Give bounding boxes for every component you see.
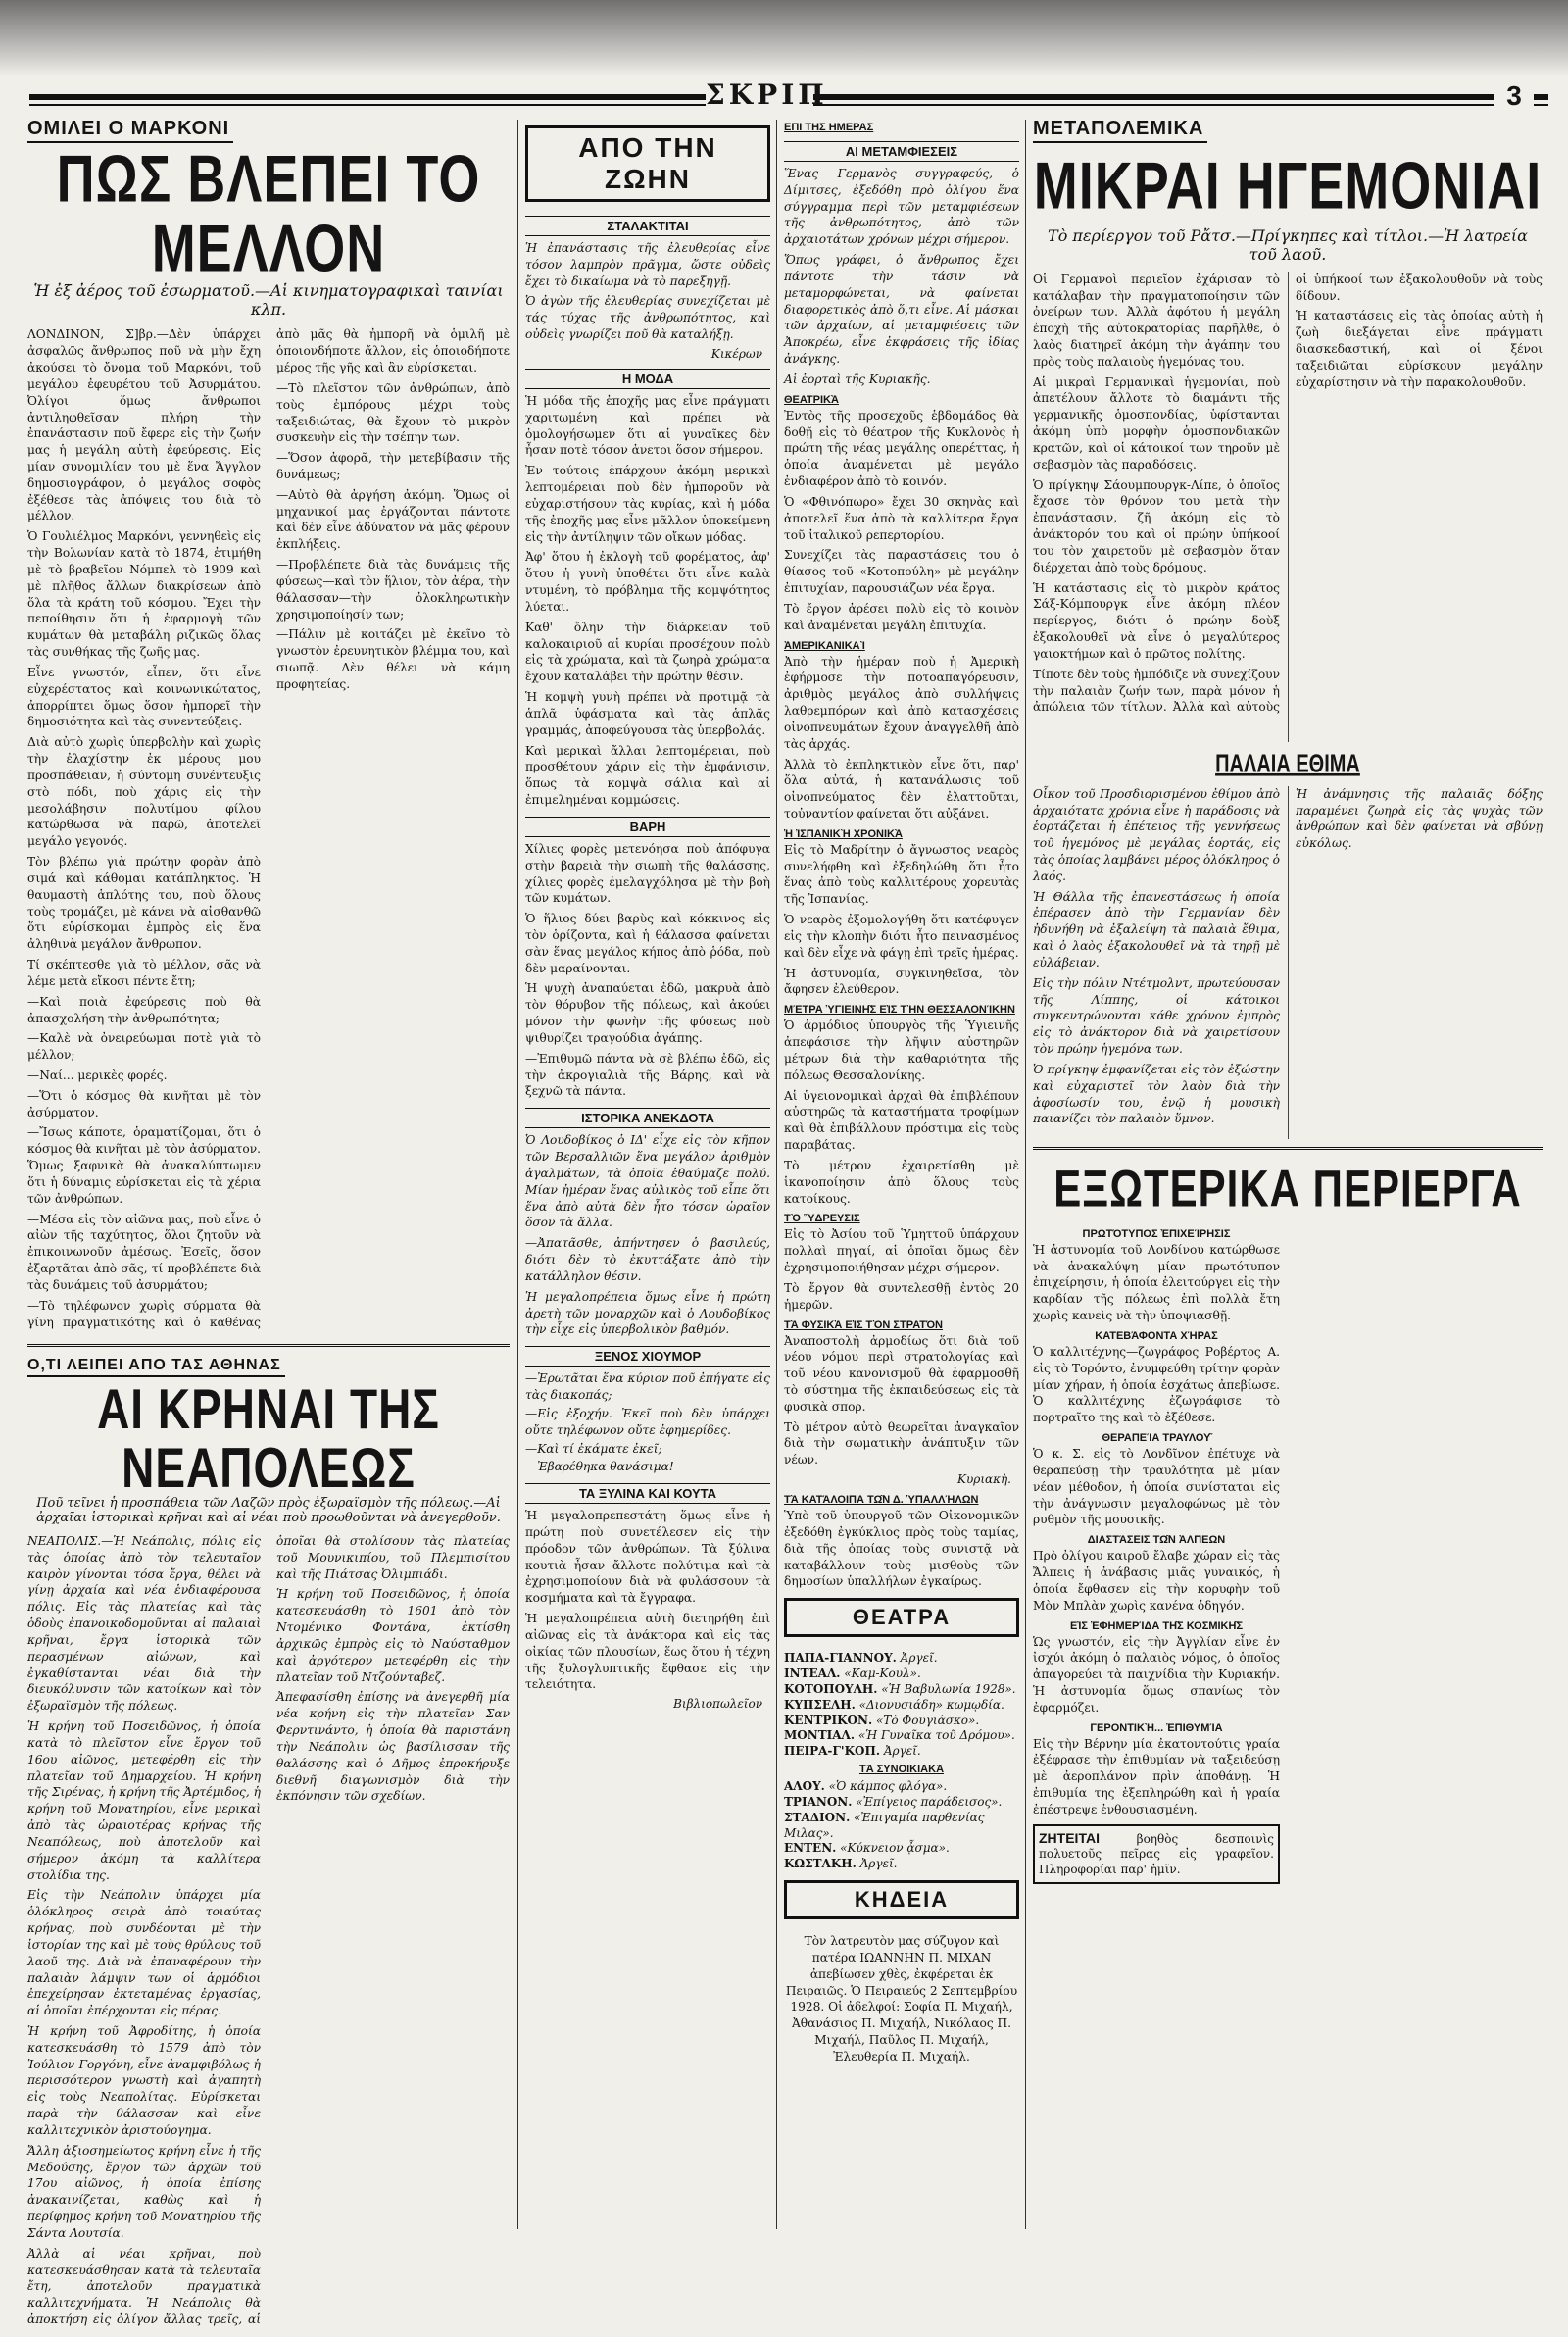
theatre-title: ΘΕΑΤΡΑ	[784, 1598, 1019, 1637]
list-item	[1033, 1228, 1280, 1324]
author-signature: Κυριακὴ.	[957, 1472, 1011, 1487]
paragraph: Ὑπὸ τοῦ ὑπουργοῦ τῶν Οἰκονομικῶν ἐξεδόθη ἐγκύκλιος πρὸς τοὺς ταμίας, διὰ τῆς ὁποίας τοὺς συνιστᾷ νὰ καταβάλλουν τοὺς μισθοὺς τῶν δημοσίων ὑπαλλήλων ἐγκαίρως.	[784, 1509, 1019, 1589]
cinema-name: ΤΡΙΑΝΟΝ.	[784, 1794, 853, 1809]
article-officials	[784, 1508, 1019, 1590]
paragraph: Ἀναποστολὴ ἀρμοδίως ὅτι διὰ τοῦ νέου νόμου περὶ στρατολογίας καὶ τοῦ νέου κανονισμοῦ θὰ ἐφαρμοσθῆ τὸ σύστημα τῆς ἐκπαιδεύσεως εἰς τὰ φυσικὰ σπορ.	[784, 1333, 1019, 1414]
paragraph: —Πάλιν μὲ κοιτάζει μὲ ἐκεῖνο τὸ γνωστὸν ἐρευνητικὸν βλέμμα του, καὶ σιωπᾷ. Δὲν θέλει νὰ κάμη προφητείας.	[276, 627, 510, 691]
paragraph: Ἡ ἀστυνομία, συγκινηθεῖσα, τὸν ἄφησεν ἐλεύθερον.	[784, 966, 1019, 997]
paragraph: Ἡ κρήνη τοῦ Ποσειδῶνος, ἡ ὁποία κατεσκευάσθη τὸ 1601 ἀπὸ τὸν Ντομένικο Φοντάνα, ἐκτίσθη ἀρχικῶς ἐμπρὸς εἰς τὸ Ναύσταθμον καὶ ἀργότερον μετεφέρθη εἰς τὴν πλατεῖαν τοῦ Ντζούνταβεζ.	[276, 1587, 510, 1684]
cinema-film: «Ἐπίγειος παράδεισος».	[856, 1794, 1003, 1809]
list-item	[784, 1651, 1019, 1666]
theatre-listings	[784, 1651, 1019, 1760]
paragraph: Ἡ ἀνάμνησις τῆς παλαιᾶς δόξης παραμένει ζωηρὰ εἰς τὰς ψυχὰς τῶν ἀνθρώπων καὶ δὲν φαίνεται νὰ σβύνῃ εὐκόλως.	[1296, 786, 1543, 851]
paragraph: Ὁ ἥλιος δύει βαρὺς καὶ κόκκινος εἰς τὸν ὁρίζοντα, καὶ ἡ θάλασσα φαίνεται σὰν ἕνας μεγάλος κήπος ἀπὸ ῥόδα, ποὺ δὲν μαραίνονται.	[525, 912, 770, 975]
list-item	[784, 1841, 1019, 1857]
column-rule	[776, 120, 777, 2229]
list-item	[1033, 1534, 1280, 1614]
rubric-day: ΕΠΙ ΤΗΣ ΗΜΕΡΑΣ	[784, 122, 874, 133]
paragraph: Ὅπως γράφει, ὁ ἄνθρωπος ἔχει πάντοτε τὴν τάσιν νὰ μεταμορφώνεται, νὰ φαίνεται διαφορετικὸς ἀπὸ ὅ,τι εἶνε. Αἱ μάσκαι τῶν ἀρχαίων, αἱ μεταμφιέσεις τῶν Ἀποκρέω, εἶνε ἐκφράσεις τῆς ἰδίας ἀνάγκης.	[784, 253, 1019, 367]
paragraph: Οἱ Γερμανοὶ περιεῖον ἐχάρισαν τὸ κατάλαβαν τὴν πραγματοποίησιν τῶν ὀνείρων των. Ἀλλὰ ἀφότου ἡ μεγάλη ἐποχὴ τῆς αὐτοκρατορίας παρῆλθε, ὁ λαὸς διατηρεῖ ἀκόμη τὴν ἀγάπην του πρὸς τοὺς παλαιοὺς ἡγεμόνας του.	[1033, 272, 1280, 369]
article-army	[784, 1333, 1019, 1487]
paragraph: Ὁ πρίγκηψ Σάουμπουργκ-Λίπε, ὁ ὁποῖος ἔχασε τὸν θρόνον του μετὰ τὴν ἐπανάστασιν, ζῆ ἀκόμη εἰς τὸ ἀνάκτορόν του καὶ οἱ πρώην ὑπήκοοί του τὸν χαιρετοῦν μὲ σεβασμὸν ὅταν διέρχεται ἀπὸ τοὺς δρόμους.	[1033, 477, 1280, 574]
paragraph: Πρὸ ὀλίγου καιροῦ ἔλαβε χώραν εἰς τὰς Ἄλπεις ἡ ἀνάβασις μιᾶς γυναικός, ἡ ὁποία ἔφθασεν εἰς τὴν κορυφὴν τοῦ Μὸν Μπλὰν χωρὶς κανένα ὁδηγόν.	[1033, 1549, 1280, 1613]
paragraph: Εἰς τὴν πόλιν Ντέτμολντ, πρωτεύουσαν τῆς Λίππης, οἱ κάτοικοι συγκεντρώνονται κάθε χρόνον ἐμπρὸς εἰς τὸ ἀνάκτορον διὰ νὰ χαιρετίσουν τὸν πρώην ἡγεμόνα των.	[1033, 975, 1280, 1057]
author-signature: Κικέρων	[710, 346, 762, 361]
paragraph: —Ἐρωτᾶται ἕνα κύριον ποῦ ἐπήγατε εἰς τὰς διακοπάς;	[525, 1371, 770, 1403]
heading-vari: ΒΑΡΗ	[525, 817, 770, 837]
paragraph: Ὁ Γουλιέλμος Μαρκόνι, γεννηθεὶς εἰς τὴν Βολωνίαν κατὰ τὸ 1874, ἐτιμήθη μὲ τὸ βραβεῖον Νόμπελ τὸ 1909 καὶ μὲ πλῆθος ἄλλων διακρίσεων ἀπὸ ὅλα τὰ κράτη τοῦ κόσμου. Ἔχει τὴν πεποίθησιν ὅτι ἡ ἐφαρμογὴ τῶν κυμάτων θὰ μεταβάλη ριζικῶς ὅλας τὰς συνθήκας τῆς ζωῆς μας.	[27, 529, 261, 660]
curio-heading: ΘΕΡΑΠΕΊΑ ΤΡΑΥΛΟΥ͂	[1102, 1432, 1211, 1445]
heading-humor: ΞΕΝΟΣ ΧΙΟΥΜΟΡ	[525, 1346, 770, 1367]
rubric-hygiene: ΜΈΤΡΑ ὙΓΙΕΙΝΗ͂Σ ΕἸΣ ΤῊΝ ΘΕΣΣΑΛΟΝΊΚΗΝ	[784, 1004, 1015, 1017]
list-item	[784, 1714, 1019, 1729]
article-water	[784, 1226, 1019, 1313]
cinema-listings	[784, 1779, 1019, 1872]
heading-moda: Η ΜΟΔΑ	[525, 369, 770, 389]
paragraph: Ὁ «Φθινόπωρο» ἔχει 30 σκηνὰς καὶ ἀποτελεῖ ἕνα ἀπὸ τὰ καλλίτερα ἔργα τοῦ ἰταλικοῦ ρεπερτορίου.	[784, 494, 1019, 542]
paragraph: Εἰς τὸ Μαδρίτην ὁ ἄγνωστος νεαρὸς συνελήφθη καὶ ἐξεδηλώθη ὅτι ἦτο ἕνας ἀπὸ τοὺς καλλιτέρους χορευτὰς τῆς Ἰσπανίας.	[784, 842, 1019, 907]
paragraph: Ἀφ' ὅτου ἡ ἐκλογὴ τοῦ φορέματος, ἀφ' ὅτου ἡ γυνὴ ὑποθέτει ὅτι εἶνε καλὰ ντυμένη, τὸ πρόβλημα τῆς κομψότητος λύεται.	[525, 550, 770, 614]
kicker-marconi: ΟΜΙΛΕΙ Ο ΜΑΡΚΟΝΙ	[27, 118, 233, 143]
paragraph: Ἀπὸ τὴν ἡμέραν ποὺ ἡ Ἀμερικὴ ἐφήρμοσε τὴν ποτοαπαγόρευσιν, ἀριθμὸς μεγάλος ἀπὸ συλλήψεις λαθρεμπόρων καὶ ἀπὸ κατασχέσεις οἰνοπνευμάτων ἔχουν ἀναγγελθῆ ἀπὸ τὰς ἀρχάς.	[784, 654, 1019, 751]
paragraph: —Καλὲ νὰ ὀνειρεύωμαι ποτὲ γιὰ τὸ μέλλον;	[27, 1031, 261, 1063]
theatre-name: ΚΥΠΣΕΛΗ.	[784, 1697, 856, 1712]
article-marconi	[27, 326, 510, 1336]
paragraph: Ἡ κομψὴ γυνὴ πρέπει νὰ προτιμᾷ τὰ ἁπλᾶ ὑφάσματα καὶ τὰς ἁπλᾶς γραμμάς, ἀποφεύγουσα τὰς ὑπερβολάς.	[525, 690, 770, 737]
paragraph: —Ἀπατᾶσθε, ἀπήντησεν ὁ βασιλεύς, διότι δὲν τὸ ἐκυττάξατε ἀπὸ τὴν κατάλληλον θέσιν.	[525, 1236, 770, 1283]
theatre-play: Ἀργεῖ.	[883, 1744, 921, 1759]
list-item	[784, 1682, 1019, 1698]
cinema-film: «Ὁ κάμπος φλόγα».	[828, 1779, 948, 1794]
paragraph: Ὁ πρίγκηψ ἐμφανίζεται εἰς τὸν ἐξώστην καὶ εὐχαριστεῖ τὸν λαὸν διὰ τὴν ἀφοσίωσίν του, ἐνῷ ἡ μουσικὴ παιανίζει τὸν παλαιὸν ὕμνον.	[1033, 1062, 1280, 1126]
theatre-play: «Καμ-Κουλ».	[844, 1666, 921, 1681]
cinema-film: Ἀργεῖ.	[859, 1857, 898, 1871]
paragraph: Καὶ μερικαὶ ἄλλαι λεπτομέρειαι, ποὺ προσθέτουν χάριν εἰς τὴν ἐμφάνισιν, ὅπως τὰ κομψὰ σάλια καὶ αἱ ἐπιμελημέναι κομμώσεις.	[525, 743, 770, 808]
rubric-water: ΤῸ ὝΔΡΕΥΣΙΣ	[784, 1213, 860, 1225]
curio-heading: ΔΙΑΣΤΆΣΕΙΣ ΤΩ͂Ν ἈΛΠΕΩΝ	[1087, 1534, 1226, 1547]
paragraph: —Τὸ πλεῖστον τῶν ἀνθρώπων, ἀπὸ τοὺς ἐμπόρους μέχρι τοὺς ταξειδιώτας, θὰ ἔχουν τὸ μικρὸν συσκευὴν εἰς τὴν τσέπην των.	[276, 380, 510, 445]
headline-naples: ΑΙ ΚΡΗΝΑΙ ΤΗΣ ΝΕΑΠΟΛΕΩΣ	[97, 1376, 440, 1501]
paragraph: Ἐντὸς τῆς προσεχοῦς ἑβδομάδος θὰ δοθῇ εἰς τὸ θέατρον τῆς Κυκλονὸς ἡ πρώτη τῆς νέας μεγάλης οπερέττας, ἡ ὁποία ἀναμένεται μὲ μεγάλο ἐνδιαφέρον ἀπὸ τὸ κοινόν.	[784, 408, 1019, 489]
rubric-officials: ΤᾺ ΚΑΤΆΛΟΙΠΑ ΤΩ͂Ν Δ. ὙΠΑΛΛΉΛΩΝ	[784, 1494, 979, 1507]
article-naples	[27, 1533, 510, 2337]
paragraph: Εἰς τὴν Βέρνην μία ἐκατοντούτις γραία ἐξέφρασε τὴν ἐπιθυμίαν νὰ ταξειδεύσῃ μὲ ἀεροπλάνον πρὶν ἀποθάνῃ. Ἡ ἐπιθυμία της ἐξεπληρώθη καὶ ἡ γραία ἐπέστρεψε ἐνθουσιασμένη.	[1033, 1736, 1280, 1816]
classified-ad	[1033, 1824, 1280, 1884]
headline-marconi: ΠΩΣ ΒΛΕΠΕΙ ΤΟ ΜΕΛΛΟΝ	[56, 142, 481, 286]
theatre-name: ΜΟΝΤΙΑΛ.	[784, 1728, 856, 1743]
paragraph: Ἀλλὰ αἱ νέαι κρῆναι, ποὺ κατεσκευάσθησαν κατὰ τὰ τελευταῖα ἔτη, ἀποτελοῦν πραγματικὰ καλλιτεχνήματα. Ἡ Νεάπολις θὰ ἀποκτήση εἰς ὀλίγον ἄλλας τρεῖς, αἱ ὁποῖαι θὰ στολίσουν τὰς πλατείας τοῦ Μουνικιπίου, τοῦ Πλεμπισίτου καὶ τῆς Πιάτσας Ὀλιμπιάδι.	[27, 1533, 510, 2327]
heading-old-customs: ΠΑΛΑΙΑ ΕΘΙΜΑ	[1215, 750, 1360, 778]
paragraph: —Ἐπιθυμῶ πάντα νὰ σὲ βλέπω ἐδῶ, εἰς τὴν ἀκρογιαλιὰ τῆς Βάρης, καὶ νὰ ξεχνῶ τὰ πάντα.	[525, 1051, 770, 1099]
paragraph: —Εἰς ἐξοχήν. Ἐκεῖ ποὺ δὲν ὑπάρχει οὔτε τηλέφωνον οὔτε ἐφημερίδες.	[525, 1406, 770, 1437]
theatre-play: «Ἡ Γυναῖκα τοῦ Δρόμου».	[858, 1728, 1015, 1743]
column-apo-tin-zoin	[525, 118, 770, 2231]
paragraph: Τὸ ἔργον θὰ συντελεσθῇ ἐντὸς 20 ἡμερῶν.	[784, 1280, 1019, 1312]
paragraph: Ἐν τούτοις ἐπάρχουν ἀκόμη μερικαὶ λεπτομέρειαι ποὺ δὲν ἠμποροῦν νὰ εὐχαριστήσουν τὰς κυρίας, καὶ ἡ μόδα τῆς ἐποχῆς μας εἶνε μᾶλλον ὑποκείμενη εἰς τὴν ἀντίληψιν τῶν οἴκων μόδας.	[525, 464, 770, 544]
paragraph: Ἡ καταστάσεις εἰς τὰς ὁποίας αὐτὴ ἡ ζωὴ διεξάγεται εἶνε πράγματι διασκεδαστική, καὶ οἱ ξένοι ταξειδιῶται εὑρίσκουν μεγάλην εὐχαρίστησιν νὰ τὴν παρακολουθοῦν.	[1296, 309, 1543, 389]
paragraph: Τὸν βλέπω γιὰ πρώτην φορὰν ἀπὸ σιμά καὶ κάθομαι κατάπληκτος. Ἡ θαυμαστὴ ἁπλότης του, ποὺ ὅλους τοὺς τρομάζει, μὲ κάνει νὰ αἰσθανθῶ ὅτι εὑρίσκομαι ἐμπρὸς εἰς ἕνα ἀληθινὰ μεγάλον ἄνθρωπον.	[27, 855, 261, 952]
paragraph: Ἡ μεγαλοπρέπεια ὅμως εἶνε ἡ πρώτη ἀρετὴ τῶν μοναρχῶν καὶ ὁ Λουδοβίκος τὴν εἶχε εἰς ὑπερβολικὸν βαθμόν.	[525, 1289, 770, 1337]
paragraph: Ἡ κατάστασις εἰς τὸ μικρὸν κράτος Σάξ-Κόμπουργκ εἶνε ἀκόμη πλέον περίεργος, διότι ὁ πρώην δοὺξ ἐξακολουθεῖ νὰ εἶνε ὁ μεγαλύτερος γαιοκτήμων καὶ ὁ πρῶτος πολίτης.	[1033, 580, 1280, 661]
paragraph: Αἱ ἑορταὶ τῆς Κυριακῆς.	[784, 372, 931, 386]
funeral-title: ΚΗΔΕΙΑ	[784, 1880, 1019, 1919]
kicker-naples: Ο,ΤΙ ΛΕΙΠΕΙ ΑΠΟ ΤΑΣ ΑΘΗΝΑΣ	[27, 1357, 285, 1377]
paragraph: Ὁ νεαρὸς ἐξομολογήθη ὅτι κατέφυγεν εἰς τὴν κλοπὴν διότι ἦτο πεινασμένος καὶ δὲν εἶχε νὰ φάγῃ ἐπὶ τρεῖς ἡμέρας.	[784, 913, 1019, 960]
paragraph: Εἰς τὴν Νεάπολιν ὑπάρχει μία ὁλόκληρος σειρὰ ἀπὸ τοιαύτας κρήνας, ποὺ συνδέονται μὲ τὴν ἱστορίαν της καὶ μὲ τοὺς θρύλους τοῦ λαοῦ της. Διὰ νὰ ἐπαναφέρουν τὴν παλαιὰν λάμψιν των οἱ ἁρμόδιοι ἐπεχείρησαν ἐκτεταμένας ἐργασίας, αἱ ὁποῖαι ἐπέρχονται εἰς πέρας.	[27, 1888, 261, 2018]
heading-stalaktitai: ΣΤΑΛΑΚΤΙΤΑΙ	[525, 216, 770, 236]
list-item	[784, 1744, 1019, 1760]
column-news	[784, 118, 1019, 2231]
newspaper-name: ΣΚΡΙΠ	[706, 78, 828, 111]
paragraph: Ἡ κρήνη τοῦ Ἀφροδίτης, ἡ ὁποία κατεσκευάσθη τὸ 1579 ἀπὸ τὸν Ἰούλιον Γοργόνη, εἶνε ἀναμφιβόλως ἡ περισσότερον γνωστὴ καὶ ἀγαπητὴ εἰς τοὺς Νεαπολίτας. Εὑρίσκεται παρὰ τὴν θάλασσαν καὶ εἶνε καλλιτεχνικὸν ἀριστούργημα.	[27, 2023, 261, 2137]
paragraph: Ὁ καλλιτέχνης—ζωγράφος Ροβέρτος Α. εἰς τὸ Τορόντο, ἐνυμφεύθη τρίτην φορὰν μίαν χήραν, ἡ ὁποία ἐσχάτως ἀπεβίωσε. Ὁ καλλιτέχνης ἐζωγράφισε τὸ πορτραῖτο της καὶ τὸ ἐξέθεσε.	[1033, 1344, 1280, 1425]
subhead-marconi: Ἡ ἐξ ἀέρος τοῦ ἐσωρματοῦ.—Αἱ κινηματογραφικαὶ ταινίαι κλπ.	[33, 281, 504, 320]
theatre-play: «Ἡ Βαβυλωνία 1928».	[881, 1681, 1016, 1696]
list-item	[784, 1811, 1019, 1842]
paragraph: —Ὅτι ὁ κόσμος θὰ κινῆται μὲ τὸν ἀσύρματον.	[27, 1088, 261, 1119]
article-disguises	[784, 166, 1019, 388]
theatre-name: ΚΟΤΟΠΟΥΛΗ.	[784, 1681, 878, 1696]
list-item	[784, 1779, 1019, 1795]
paragraph: Ἡ Θάλλα τῆς ἐπανεστάσεως ἡ ὁποία ἐπέρασεν ἀπὸ τὴν Γερμανίαν δὲν ἠδυνήθη νὰ ἐξαλείψη τὰ παλαιὰ ἔθιμα, καὶ ὁ λαὸς ἐξακολουθεῖ νὰ τὰ τηρῇ μὲ εὐλάβειαν.	[1033, 889, 1280, 970]
paragraph: Ἕνας Γερμανὸς συγγραφεύς, ὁ Δίμιτσες, ἐξεδόθη πρὸ ὀλίγου ἕνα σύγγραμμα περὶ τῶν μεταμφιέσεων τῆς ἀνθρωπότητος, ἀπὸ τῶν ἀρχαιοτάτων χρόνων μέχρι σήμερον.	[784, 167, 1019, 247]
paragraph: Αἱ ὑγειονομικαὶ ἀρχαὶ θὰ ἐπιβλέπουν αὐστηρῶς τὰ καταστήματα τροφίμων καὶ θὰ ἐπιβάλλουν πρόστιμα εἰς τοὺς παραβάτας.	[784, 1088, 1019, 1153]
rubric-american: ἈΜΕΡΙΚΑΝΙΚΑῚ	[784, 639, 865, 652]
paragraph: —Τὸ τηλέφωνον χωρὶς σύρματα θὰ γίνη πραγματικότης καὶ ὁ καθένας ἀπὸ μᾶς θὰ ἠμπορῆ νὰ ὁμιλῆ μὲ ὁποιονδήποτε ἄλλον, εἰς ὁποιοδήποτε μέρος τῆς γῆς καὶ ἂν εὑρίσκεται.	[27, 327, 510, 1329]
headline-principalities: ΜΙΚΡΑΙ ΗΓΕΜΟΝΙΑΙ	[1033, 149, 1543, 224]
cinema-name: ΕΝΤΕΝ.	[784, 1841, 837, 1856]
paragraph: Τὸ μέτρον αὐτὸ θεωρεῖται ἀναγκαῖον διὰ τὴν σωματικὴν ἀνάπτυξιν τῶν νέων.	[784, 1419, 1019, 1467]
paragraph: Ἡ ἐπανάστασις τῆς ἐλευθερίας εἶνε τόσον λαμπρὸν πρᾶγμα, ὥστε οὐδεὶς ἔχει τὸ δικαίωμα νὰ τὸ παρεξηγῇ.	[525, 241, 770, 288]
paragraph: Ἀπεφασίσθη ἐπίσης νὰ ἀνεγερθῆ μία νέα κρήνη εἰς τὴν πλατεῖαν Σαν Φερντινάντο, ἡ ὁποία θὰ παριστάνη τὴν Νεάπολιν ὡς βασίλισσαν τῆς θαλάσσης καὶ ὁ Δῆμος ἐπροκήρυξε διεθνῆ διαγωνισμὸν διὰ τὴν ἐκπόνησιν τῶν σχεδίων.	[276, 1690, 510, 1804]
paragraph: Ὁ ἀρμόδιος ὑπουργὸς τῆς Ὑγιεινῆς ἀπεφάσισε τὴν λῆψιν αὐστηρῶν μέτρων διὰ τὴν καθαριότητα τῆς πόλεως Θεσσαλονίκης.	[784, 1019, 1019, 1082]
paragraph: ΛΟΝΔΙΝΟΝ, Σ]βρ.—Δὲν ὑπάρχει ἀσφαλῶς ἄνθρωπος ποῦ νὰ μὴν ἔχη ἀκούσει τὸ ὄνομα τοῦ Μαρκόνι, τοῦ μεγάλου ἐφευρέτου τοῦ Ἀσυρμάτου. Ὀλίγοι ὅμως ἄνθρωποι ἀντιληφθεῖσαν πλήρη τὴν ἐπανάστασιν ποῦ ἔφερε εἰς τὴν ζωήν μας ἡ μεγάλη αὐτὴ ἐφεύρεσις. Εἰς μίαν συνομιλίαν του μὲ ἕνα Ἄγγλον δημοσιογράφον, ὁ μεγάλος σοφὸς ἐξέθεσε τὰς ἀπόψεις του διὰ τὸ μέλλον.	[27, 327, 261, 523]
paragraph: Ὁ κ. Σ. εἰς τὸ Λονδῖνον ἐπέτυχε νὰ θεραπεύσῃ τὴν τραυλότητα μὲ μίαν νέαν μέθοδον, ἡ ὁποία συνίσταται εἰς τὴν ἀνάγνωσιν μεγαλοφώνως μὲ τὸν ρυθμὸν τῆς μουσικῆς.	[1033, 1447, 1280, 1527]
article-american	[784, 654, 1019, 822]
theatre-name: ΚΕΝΤΡΙΚΟΝ.	[784, 1713, 873, 1727]
theatre-play: Ἀργεῖ.	[900, 1651, 938, 1666]
paragraph: Εἰς τὸ Ἀσίου τοῦ Ὑμηττοῦ ὑπάρχουν πολλαὶ πηγαί, αἱ ὁποῖαι ὅμως δὲν ἐχρησιμοποιήθησαν μέχρι σήμερον.	[784, 1227, 1019, 1275]
list-item	[1033, 1620, 1280, 1716]
paragraph: Ἡ μεγαλοπρέπεια αὐτὴ διετηρήθη ἐπὶ αἰῶνας εἰς τὰ ἀνάκτορα καὶ εἰς τὰς οἰκίας τῶν πλουσίων, ἕως ὅτου ἡ τέχνη τῆς ξυλογλυπτικῆς ἔφθασε εἰς τὴν τελειότητα.	[525, 1612, 770, 1692]
paragraph: Χίλιες φορὲς μετενόησα ποὺ ἀπόφυγα στὴν βαρειὰ τὴν σιωπὴ τῆς θαλάσσης, χίλιες φορὲς ἐμελαγχόλησα μὲ τὴν βοὴ τῶν κυμάτων.	[525, 841, 770, 906]
classified-text: βοηθὸς δεσποινὶς πολυετοῦς πεῖρας εἰς γραφεῖον. Πληροφορίαι παρ' ἡμῖν.	[1039, 1831, 1274, 1876]
paragraph: Ἀλλὰ τὸ ἐκπληκτικὸν εἶνε ὅτι, παρ' ὅλα αὐτά, ἡ κατανάλωσις τοῦ οἰνοπνεύματος δὲν ἐλαττοῦται, τοὐναντίον φαίνεται ὅτι αὐξάνει.	[784, 757, 1019, 820]
cinema-film: «Κύκνειον ᾆσμα».	[840, 1841, 950, 1856]
paragraph: Ἡ κρήνη τοῦ Ποσειδῶνος, ἡ ὁποία κατὰ τὸ πλεῖστον εἶνε ἔργον τοῦ 16ου αἰῶνος, μετεφέρθη εἰς τὴν πλατεῖαν τοῦ Δημαρχείου. Ἡ κρήνη τῆς Σιρένας, ἡ κρήνη τῆς Ἀρτέμιδος, ἡ κρήνη τοῦ Μονατηρίου, εἶνε μερικαὶ ἀπὸ τὰς ὡραιοτέρας κρήνας τῆς Νεαπόλεως, ποὺ ἀποτελοῦν καὶ σήμερον ἀκόμη τὰ καλλίτερα στολίδια της.	[27, 1719, 261, 1882]
paragraph: —Ἴσως κάποτε, ὁραματίζομαι, ὅτι ὁ κόσμος θὰ κινῆται μὲ τὸν ἀσύρματον. Ὅμως ξαφνικὰ θὰ ἀνακαλύπτωμεν ὅτι ἡ δύναμις εὑρίσκεται εἰς τὰ χέρια τῶν ἀνθρώπων.	[27, 1125, 261, 1206]
paragraph: Ὁ ἀγὼν τῆς ἐλευθερίας συνεχίζεται μὲ τάς τύχας τῆς ἀνθρωπότητος, καὶ οὐδεὶς γνωρίζει ποῦ θὰ καταλήξῃ.	[525, 294, 770, 342]
curio-heading: ΚΑΤΕΒΆΦΟΝΤΑ ΧΉΡΑΣ	[1095, 1329, 1218, 1342]
cinema-name: ΑΛΟΥ.	[784, 1779, 825, 1794]
heading-anecdotes: ΙΣΤΟΡΙΚΑ ΑΝΕΚΔΟΤΑ	[525, 1108, 770, 1128]
cinema-name: ΣΤΑΔΙΟΝ.	[784, 1810, 851, 1824]
rubric-theatrical: ΘΕΑΤΡΙΚᾺ	[784, 393, 839, 406]
article-boxes	[525, 1508, 770, 1711]
rubric-army: ΤᾺ ΦΥΣΙΚᾺ ΕἸΣ ΤῸΝ ΣΤΡΑΤΌΝ	[784, 1318, 943, 1331]
paragraph: Αἱ μικραὶ Γερμανικαὶ ἡγεμονίαι, ποὺ ἀπετέλουν ἄλλοτε τὸ διαμάντι τῆς γερμανικῆς ὁμοσπονδίας, ὑφίστανται ἀκόμη ὑπὸ μορφὴν ὁμοσπονδιακῶν κρατῶν, καὶ οἱ κάτοικοί των τηροῦν μὲ σεβασμὸν τὰς παραδόσεις.	[1033, 374, 1280, 472]
list-item	[784, 1698, 1019, 1714]
paragraph: Ἡ ἀστυνομία τοῦ Λονδίνου κατώρθωσε νὰ ἀνακαλύψη μίαν πρωτότυπον ἐπιχείρησιν, ἡ ὁποία ἐλειτούργει εἰς τὴν καρδίαν τῆς πόλεως ἐπὶ πολλὰ ἔτη χωρὶς κανεὶς νὰ τὴν ὑποψιασθῇ.	[1033, 1242, 1280, 1323]
article-old-customs	[1033, 786, 1543, 1139]
article-theatrical	[784, 408, 1019, 634]
theatre-name: ΙΝΤΕΑΛ.	[784, 1666, 841, 1681]
curio-heading: ΠΡΩΤΌΤΥΠΟΣ ἘΠΙΧΕΊΡΗΣΙΣ	[1082, 1227, 1231, 1240]
paragraph: Οἶκον τοῦ Προσδιορισμένου ἐθίμου ἀπὸ ἀρχαιότατα χρόνια εἶνε ἡ παράδοσις νὰ ἑορτάζεται ἡ ἐπέτειος τῆς γεννήσεως τοῦ ἡγεμόνος μὲ μεγάλας ἑορτάς, εἰς τὰς ὁποίας λαμβάνει μέρος ὁλόκληρος ὁ λαός.	[1033, 786, 1280, 883]
paragraph: —Ἐβαρέθηκα θανάσιμα!	[525, 1460, 674, 1474]
article-humor	[525, 1370, 770, 1475]
list-item	[784, 1666, 1019, 1682]
rubric-spanish: Ἡ ἸΣΠΑΝΙΚῊ ΧΡΟΝΙΚᾺ	[784, 827, 903, 840]
curio-heading: ΕἸΣ ἘΦΗΜΕΡΊΔΑ ΤΗ͂Σ ΚΟΣΜΙΚΗ͂Σ	[1069, 1619, 1244, 1632]
subhead-principalities: Τὸ περίεργον τοῦ Ρἄτσ.—Πρίγκηπες καὶ τίτλοι.—Ἡ λατρεία τοῦ λαοῦ.	[1048, 225, 1528, 264]
cinema-film: «Ἐπιγαμία παρθενίας Μιλας».	[784, 1810, 985, 1840]
paragraph: —Μέσα εἰς τὸν αἰῶνα μας, ποὺ εἶνε ὁ αἰὼν τῆς ταχύτητος, ὅλοι ζητοῦν νὰ ἐπικοινωνοῦν ἀμέσως. Ἐσεῖς, ὅσον ἐξαρτᾶται ἀπὸ σᾶς, τί προβλέπετε διὰ τὰς δυνάμεις τοῦ ἀσυρμάτου;	[27, 1212, 261, 1292]
paragraph: Ὡς γνωστόν, εἰς τὴν Ἀγγλίαν εἶνε ἐν ἰσχύι ἀκόμη ὁ παλαιὸς νόμος, ὁ ὁποῖος ἀπαγορεύει τὰ παιχνίδια τὴν Κυριακήν. Ἡ ἀστυνομία ὅμως σπανίως τὸν ἐφαρμόζει.	[1033, 1634, 1280, 1715]
section-divider	[27, 1344, 510, 1347]
cinema-title: ΤᾺ ΣΥΝΟΙΚΙΑΚᾺ	[858, 1764, 945, 1776]
box-title-apo-tin-zoin: ΑΠΟ ΤΗΝ ΖΩΗΝ	[525, 125, 770, 202]
column-rule	[517, 120, 518, 2229]
article-curiosities	[1033, 1224, 1543, 1911]
subhead-naples: Ποῦ τεῖνει ἡ προσπάθεια τῶν Λαζῶν πρὸς ἐξωραϊσμὸν τῆς πόλεως.—Αἱ ἀρχαῖαι ἱστορικαὶ κρῆναι καὶ αἱ νέαι ποὺ προωθοῦνται νὰ ἀνεγερθοῦν.	[36, 1495, 501, 1525]
section-divider	[1033, 1147, 1543, 1150]
source-note: Βιβλιοπωλεῖον	[673, 1697, 762, 1712]
theatre-play: «Διονυσιάδη» κωμῳδία.	[858, 1697, 1004, 1712]
paragraph: ΝΕΑΠΟΛΙΣ.—Ἡ Νεάπολις, πόλις εἰς τὰς ὁποίας ἀπὸ τὸν τελευταῖον καιρὸν γίνονται τόσα ἔργα, θέλει νὰ γίνῃ ἀρχαία καὶ νέα ἑνδιαφέρουσα πόλις. Εἰς τὰς πλατείας καὶ τὰς ὁδοὺς ἐπανοικοδομοῦνται αἱ παλαιαὶ κρῆναι, ἔργα ἱστορικὰ τῶν περασμένων αἰώνων, καὶ ἐγκαθίστανται νέαι διὰ τὴν διευκόλυνσιν τῶν κατοίκων καὶ τὸν ἐξωραϊσμὸν τῆς πόλεως.	[27, 1533, 261, 1714]
funeral-notice: Τὸν λατρευτὸν μας σύζυγον καὶ πατέρα ΙΩΑΝΝΗΝ Π. ΜΙΧΑΝ ἀπεβίωσεν χθὲς, ἐκφέρεται ἐκ Πειραιῶς. Ὁ Πειραιεύς 2 Σεπτεμβρίου 1928. Οἱ ἀδελφοί: Σοφία Π. Μιχαήλ, Ἀθανάσιος Π. Μιχαήλ, Νικόλαος Π. Μιχαήλ, Παῦλος Π. Μιχαήλ, Ἐλευθερία Π. Μιχαήλ.	[785, 1934, 1018, 2064]
paragraph: Τὸ ἔργον ἀρέσει πολὺ εἰς τὸ κοινὸν καὶ ἀναμένεται μεγάλη ἐπιτυχία.	[784, 601, 1019, 632]
paragraph: —Αὐτὸ θὰ ἀργήση ἀκόμη. Ὅμως οἱ μηχανικοί μας ἐργάζονται πάντοτε καὶ δὲν εἶνε ἀδύνατον νὰ μᾶς φέρουν ἐκπλήξεις.	[276, 487, 510, 552]
page-number: 3	[1494, 80, 1534, 112]
headline-curiosities: ΕΞΩΤΕΡΙΚΑ ΠΕΡΙΕΡΓΑ	[1054, 1159, 1522, 1218]
list-item	[1033, 1722, 1280, 1818]
paragraph: Καθ' ὅλην τὴν διάρκειαν τοῦ καλοκαιριοῦ αἱ κυρίαι προσέχουν πολὺ εἰς τὰ χρώματα, καὶ τὰ ζωηρὰ χρώματα ἔχουν καταλάβει τὴν πρώτην θέσιν.	[525, 620, 770, 684]
theatre-name: ΠΕΙΡΑ-Γ'ΚΟΠ.	[784, 1744, 880, 1759]
paragraph: Ἄλλη ἀξιοσημείωτος κρήνη εἶνε ἡ τῆς Μεδούσης, ἔργον τῶν ἀρχῶν τοῦ 17ου αἰῶνος, ἡ ὁποία ἐπίσης ἀνακαινίζεται, καθὼς καὶ ἡ περίφημος κρήνη τοῦ Μονατηρίου τῆς Σάντα Λουτσία.	[27, 2143, 261, 2240]
article-principalities	[1033, 272, 1543, 742]
theatre-name: ΠΑΠΑ-ΓΙΑΝΝΟΥ.	[784, 1651, 897, 1666]
heading-boxes: ΤΑ ΞΥΛΙΝΑ ΚΑΙ ΚΟΥΤΑ	[525, 1483, 770, 1504]
theatre-play: «Τὸ Φουγιάσκο».	[875, 1713, 980, 1727]
paragraph: Ἡ μεγαλοπρεπεστάτη ὅμως εἶνε ἡ πρώτη ποὺ συνετέλεσεν εἰς τὴν πρόοδον τῶν ἀνθρώπων. Τὰ ξύλινα κουτιὰ ἦσαν ἄλλοτε πολύτιμα καὶ τὰ ἐχρησιμοποίουν διὰ νὰ φυλάσσουν τὰ κοσμήματα καὶ τὰ ἔγγραφα.	[525, 1509, 770, 1606]
classified-title: ΖΗΤΕΙΤΑΙ	[1039, 1829, 1100, 1846]
article-anecdotes	[525, 1132, 770, 1338]
column-marconi	[27, 118, 510, 2327]
curio-heading: ΓΕΡΟΝΤΙΚῊ... ἘΠΙΘΥΜΊΑ	[1090, 1721, 1223, 1734]
paragraph: Τί σκέπτεσθε γιὰ τὸ μέλλον, σᾶς νὰ λέμε μετὰ εἴκοσι πέντε ἔτη;	[27, 958, 261, 988]
article-stalaktitai	[525, 240, 770, 361]
article-spanish	[784, 842, 1019, 998]
article-hygiene	[784, 1018, 1019, 1207]
kicker-postwar: ΜΕΤΑΠΟΛΕΜΙΚΑ	[1033, 118, 1207, 143]
column-principalities	[1033, 118, 1543, 2231]
paragraph: Τίποτε δὲν τοὺς ἠμπόδιζε νὰ συνεχίζουν τὴν παλαιὰν ζωήν των, παρὰ μόνον ἡ ἀπώλεια τῶν τίτλων. Ἀλλὰ καὶ αὐτοὺς οἱ ὑπήκοοί των ἐξακολουθοῦν νὰ τοὺς δίδουν.	[1033, 272, 1543, 715]
column-rule	[1025, 120, 1026, 2229]
list-item	[784, 1857, 1019, 1872]
list-item	[784, 1728, 1019, 1744]
paragraph: Εἶνε γνωστόν, εἶπεν, ὅτι εἶνε εὐχερέστατος καὶ κοινωνικώτατος, ἀπορρίπτει ὅμως ὅσον ἠμπορεῖ τὴν δημοσιότητα καὶ τὰς συνεντεύξεις.	[27, 665, 261, 729]
paragraph: —Ὅσον ἀφορᾶ, τὴν μετεβίβασιν τῆς δυνάμεως;	[276, 451, 510, 481]
article-moda	[525, 393, 770, 809]
heading-disguises: ΑΙ ΜΕΤΑΜΦΙΕΣΕΙΣ	[784, 141, 1019, 162]
paragraph: —Καὶ ποιὰ ἐφεύρεσις ποὺ θὰ ἀπασχολήση τὴν ἀνθρωπότητα;	[27, 994, 261, 1025]
paragraph: —Προβλέπετε διὰ τὰς δυνάμεις τῆς φύσεως—καὶ τὸν ἥλιον, τὸν ἀέρα, τὴν θάλασσαν—τὴν ὁλοκληρωτικὴν χρησιμοποίησίν των;	[276, 558, 510, 622]
article-vari	[525, 841, 770, 1100]
cinema-name: ΚΩΣΤΑΚΗ.	[784, 1857, 857, 1871]
paragraph: Ὁ Λουδοβίκος ὁ ΙΔ' εἶχε εἰς τὸν κῆπον τῶν Βερσαλλιῶν ἕνα μεγάλον ἀριθμὸν ἀγαλμάτων, τὰ ὁποῖα ἐθαύμαζε πολύ. Μίαν ἡμέραν ἕνας αὐλικὸς τοῦ εἶπε ὅτι ἕνα ἀπὸ αὐτὰ δὲν ἦτο τόσον ὡραῖον ὅσον τὰ ἄλλα.	[525, 1133, 770, 1230]
paragraph: Διὰ αὐτὸ χωρὶς ὑπερβολὴν καὶ χωρὶς τὴν ἐλαχίστην ἐκ μέρους μου προσπάθειαν, ἡ σύντομη συνέντευξις στὸ πόδι, ποὺ χάρις εἰς τὴν μεσολάβησιν πολυτίμου φίλου κατώρθωσα νὰ παρῶ, ἀποτελεῖ μεγάλο γεγονός.	[27, 735, 261, 849]
paragraph: —Ναί... μερικὲς φορές.	[27, 1068, 168, 1082]
paragraph: Συνεχίζει τὰς παραστάσεις του ὁ θίασος τοῦ «Κοτοπούλη» μὲ μεγάλην ἐπιτυχίαν, παρουσιάζων νέα ἔργα.	[784, 548, 1019, 596]
paragraph: —Καὶ τί ἐκάματε ἐκεῖ;	[525, 1441, 662, 1456]
list-item	[1033, 1432, 1280, 1528]
paragraph: Ἡ ψυχὴ ἀναπαύεται ἐδῶ, μακρυὰ ἀπὸ τὸν θόρυβον τῆς πόλεως, καὶ ἀκούει μόνον τὴν φωνὴν τῆς φύσεως ποὺ ψιθυρίζει τραγούδια ἀγάπης.	[525, 981, 770, 1045]
list-item	[784, 1795, 1019, 1811]
list-item	[1033, 1330, 1280, 1426]
print-bleed	[0, 0, 1568, 76]
paragraph: Τὸ μέτρον ἐχαιρετίσθη μὲ ἱκανοποίησιν ἀπὸ ὅλους τοὺς κατοίκους.	[784, 1158, 1019, 1206]
paragraph: Ἡ μόδα τῆς ἐποχῆς μας εἶνε πράγματι χαριτωμένη καὶ πρέπει νὰ ὁμολογήσωμεν ὅτι αἱ γυναῖκες δὲν ἦσαν ποτὲ τόσον ἀνετοι ὅσον σήμερον.	[525, 393, 770, 458]
